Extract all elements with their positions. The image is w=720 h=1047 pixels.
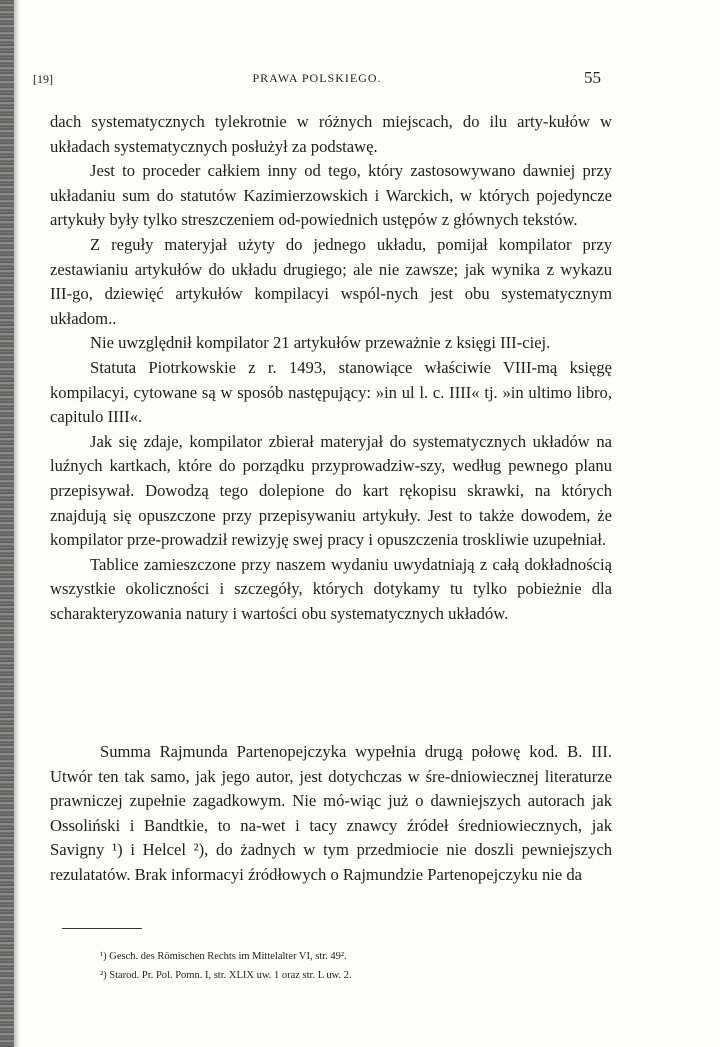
footnote: ¹) Gesch. des Römischen Rechts im Mittelalter VI, str. 49². — [100, 951, 347, 962]
paragraph: dach systematycznych tylekrotnie w różnych miejscach, do ilu arty-kułów w układach systematycznych posłużył za podstawę. — [50, 112, 612, 156]
main-text-upper — [50, 110, 612, 626]
paragraph: Z reguły materyjał użyty do jednego układu, pomijał kompilator przy zestawianiu artykułów do układu drugiego; ale nie zawsze; jak wynika z wykazu III-go, dziewięć artykułów kompilacyi wspól-nych jest obu systematycznym układom.. — [50, 234, 612, 328]
paragraph: Jest to proceder całkiem inny od tego, który zastosowywano dawniej przy układaniu sum do statutów Kazimierzowskich i Warckich, w których pojedyncze artykuły były tylko streszczeniem od-powiednich ustępów z głównych tekstów. — [50, 161, 612, 230]
paragraph: Jak się zdaje, kompilator zbierał materyjał do systematycznych układów na luźnych kartkach, które do porządku przyprowadziw-szy, według pewnego planu przepisywał. Dowodzą tego dolepione do kart rękopisu skrawki, na których znajdują się opuszczone przy przepisywaniu artykuły. Jest to także dowodem, że kompilator prze-prowadził rewizyję swej pracy i opuszczenia troskliwie uzupełniał. — [50, 431, 612, 550]
scan-binding-edge — [0, 0, 14, 1047]
footnote-separator — [62, 928, 142, 929]
paragraph: Summa Rajmunda Partenopejczyka wypełnia drugą połowę kod. B. III. Utwór ten tak samo, jak jego autor, jest dotychczas w śre-dniowiecznej literaturze prawniczej zupełnie zagadkowym. Nie mó-wiąc już o dawniejszych autorach jak Ossoliński i Bandtkie, to na-wet i tacy znawcy źródeł średniowiecznych, jak Savigny ¹) i Helcel ²), do żadnych w tym przedmiocie nie doszli pewniejszych rezulatatów. Brak informacyi źródłowych o Rajmundzie Partenopejczyku nie da — [50, 742, 612, 884]
paragraph: Statuta Piotrkowskie z r. 1493, stanowiące właściwie VIII-mą księgę kompilacyi, cytowane są w sposób następujący: »in ul l. c. IIII« tj. »in ultimo libro, capitulo IIII«. — [50, 357, 612, 427]
paragraph: Tablice zamieszczone przy naszem wydaniu uwydatniają z całą dokładnością wszystkie okoliczności i szczegóły, których dotykamy tu tylko pobieżnie dla scharakteryzowania natury i wartości obu systematycznych układów. — [50, 554, 612, 623]
page-header — [33, 70, 601, 90]
footnote: ²) Starod. Pr. Pol. Pomn. I, str. XLIX uw. 1 oraz str. L uw. 2. — [100, 970, 352, 981]
footnotes — [100, 947, 580, 985]
section-marker: [19] — [33, 72, 53, 86]
scan-shadow — [14, 0, 20, 1047]
paragraph: Nie uwzględnił kompilator 21 artykułów przeważnie z księgi III-ciej. — [90, 333, 551, 353]
running-title: PRAWA POLSKIEGO. — [252, 71, 382, 85]
page-number: 55 — [584, 68, 601, 87]
main-text-lower — [50, 740, 612, 888]
